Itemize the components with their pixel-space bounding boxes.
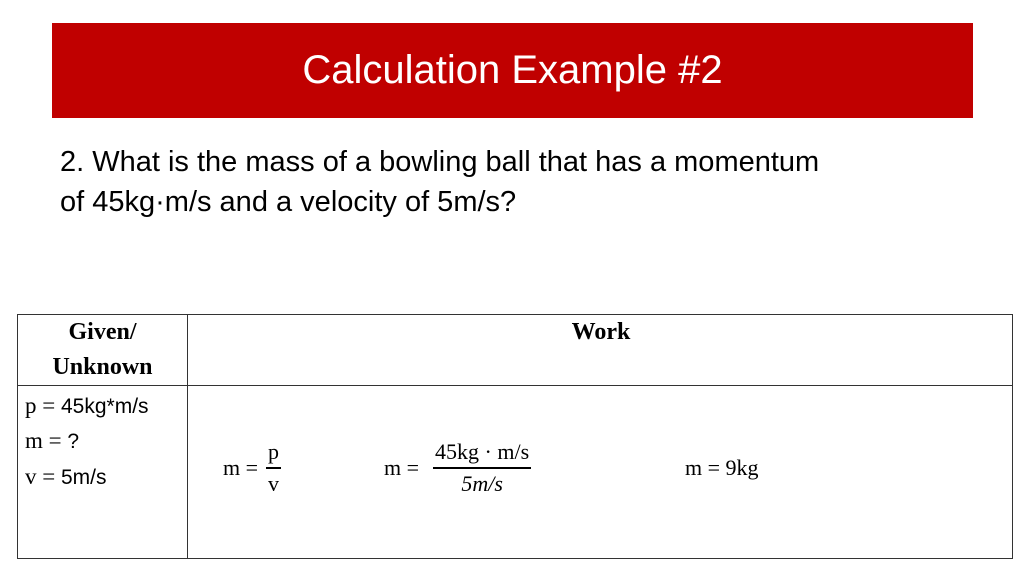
header-work: Work: [571, 319, 631, 345]
substitution-denominator: 5m/s: [461, 470, 503, 496]
formula-numerator: p: [268, 439, 280, 464]
given-momentum-label: p =: [25, 393, 61, 418]
result-equation: [685, 455, 759, 481]
title-bar: [52, 23, 973, 118]
substitution-numerator: 45kg · m/s: [435, 439, 530, 464]
question-line-2: of 45kg·m/s and a velocity of 5m/s?: [60, 186, 517, 218]
given-momentum-value: 45kg*m/s: [60, 395, 149, 418]
result-text: m = 9kg: [685, 455, 759, 480]
substitution-equation: [384, 439, 531, 497]
given-mass: [25, 428, 79, 454]
given-velocity-label: v =: [25, 464, 61, 489]
formula-equation: [223, 439, 281, 497]
given-velocity: [25, 464, 107, 490]
substitution-fraction: [433, 439, 531, 497]
formula-lhs: m =: [223, 454, 259, 480]
given-velocity-value: 5m/s: [60, 466, 107, 489]
row-divider: [18, 385, 1012, 386]
given-work-table: [17, 314, 1013, 559]
substitution-lhs: m =: [384, 454, 420, 480]
header-given-unknown: [18, 315, 187, 385]
given-mass-value: ?: [67, 430, 80, 453]
header-given-line-1: Given/: [68, 319, 137, 345]
question-line-1: 2. What is the mass of a bowling ball that has a momentum: [60, 146, 820, 178]
header-given-line-2: Unknown: [52, 354, 153, 380]
formula-denominator: v: [268, 470, 280, 496]
given-mass-label: m =: [25, 428, 68, 453]
formula-fraction: [266, 439, 281, 497]
slide-title: Calculation Example #2: [302, 48, 723, 92]
given-momentum: [25, 393, 149, 419]
question-text: [60, 142, 980, 222]
